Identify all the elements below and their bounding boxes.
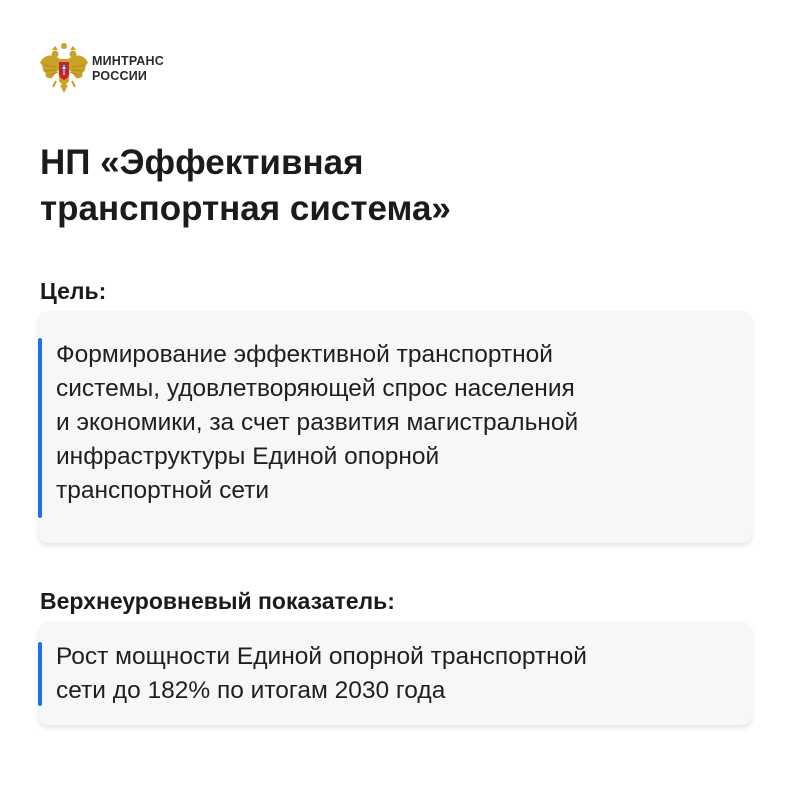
double-headed-eagle-emblem-icon [38, 41, 90, 96]
ministry-name [92, 54, 164, 84]
page-title-line2: транспортная система» [40, 189, 451, 228]
goal-text-line: системы, удовлетворяющей спрос населения [56, 375, 575, 402]
goal-label: Цель: [40, 278, 107, 304]
indicator-text-line: Рост мощности Единой опорной транспортной [56, 643, 587, 670]
ministry-name-line2: РОССИИ [92, 68, 148, 83]
goal-text-line: инфраструктуры Единой опорной [56, 443, 440, 470]
goal-text-line: и экономики, за счет развития магистральной [56, 409, 579, 436]
indicator-text-line: сети до 182% по итогам 2030 года [56, 677, 446, 704]
page-title-line1: НП «Эффективная [40, 143, 364, 182]
indicator-text [56, 640, 742, 708]
goal-text-line: Формирование эффективной транспортной [56, 341, 553, 368]
goal-card [38, 311, 752, 543]
goal-accent-bar [38, 338, 42, 518]
indicator-card [38, 622, 752, 725]
goal-text [56, 338, 742, 508]
ministry-name-line1: МИНТРАНС [92, 53, 164, 68]
ministry-logo [38, 41, 164, 96]
goal-text-line: транспортной сети [56, 477, 270, 504]
indicator-accent-bar [38, 642, 42, 706]
page-title [40, 140, 451, 232]
indicator-label: Верхнеуровневый показатель: [40, 588, 395, 614]
